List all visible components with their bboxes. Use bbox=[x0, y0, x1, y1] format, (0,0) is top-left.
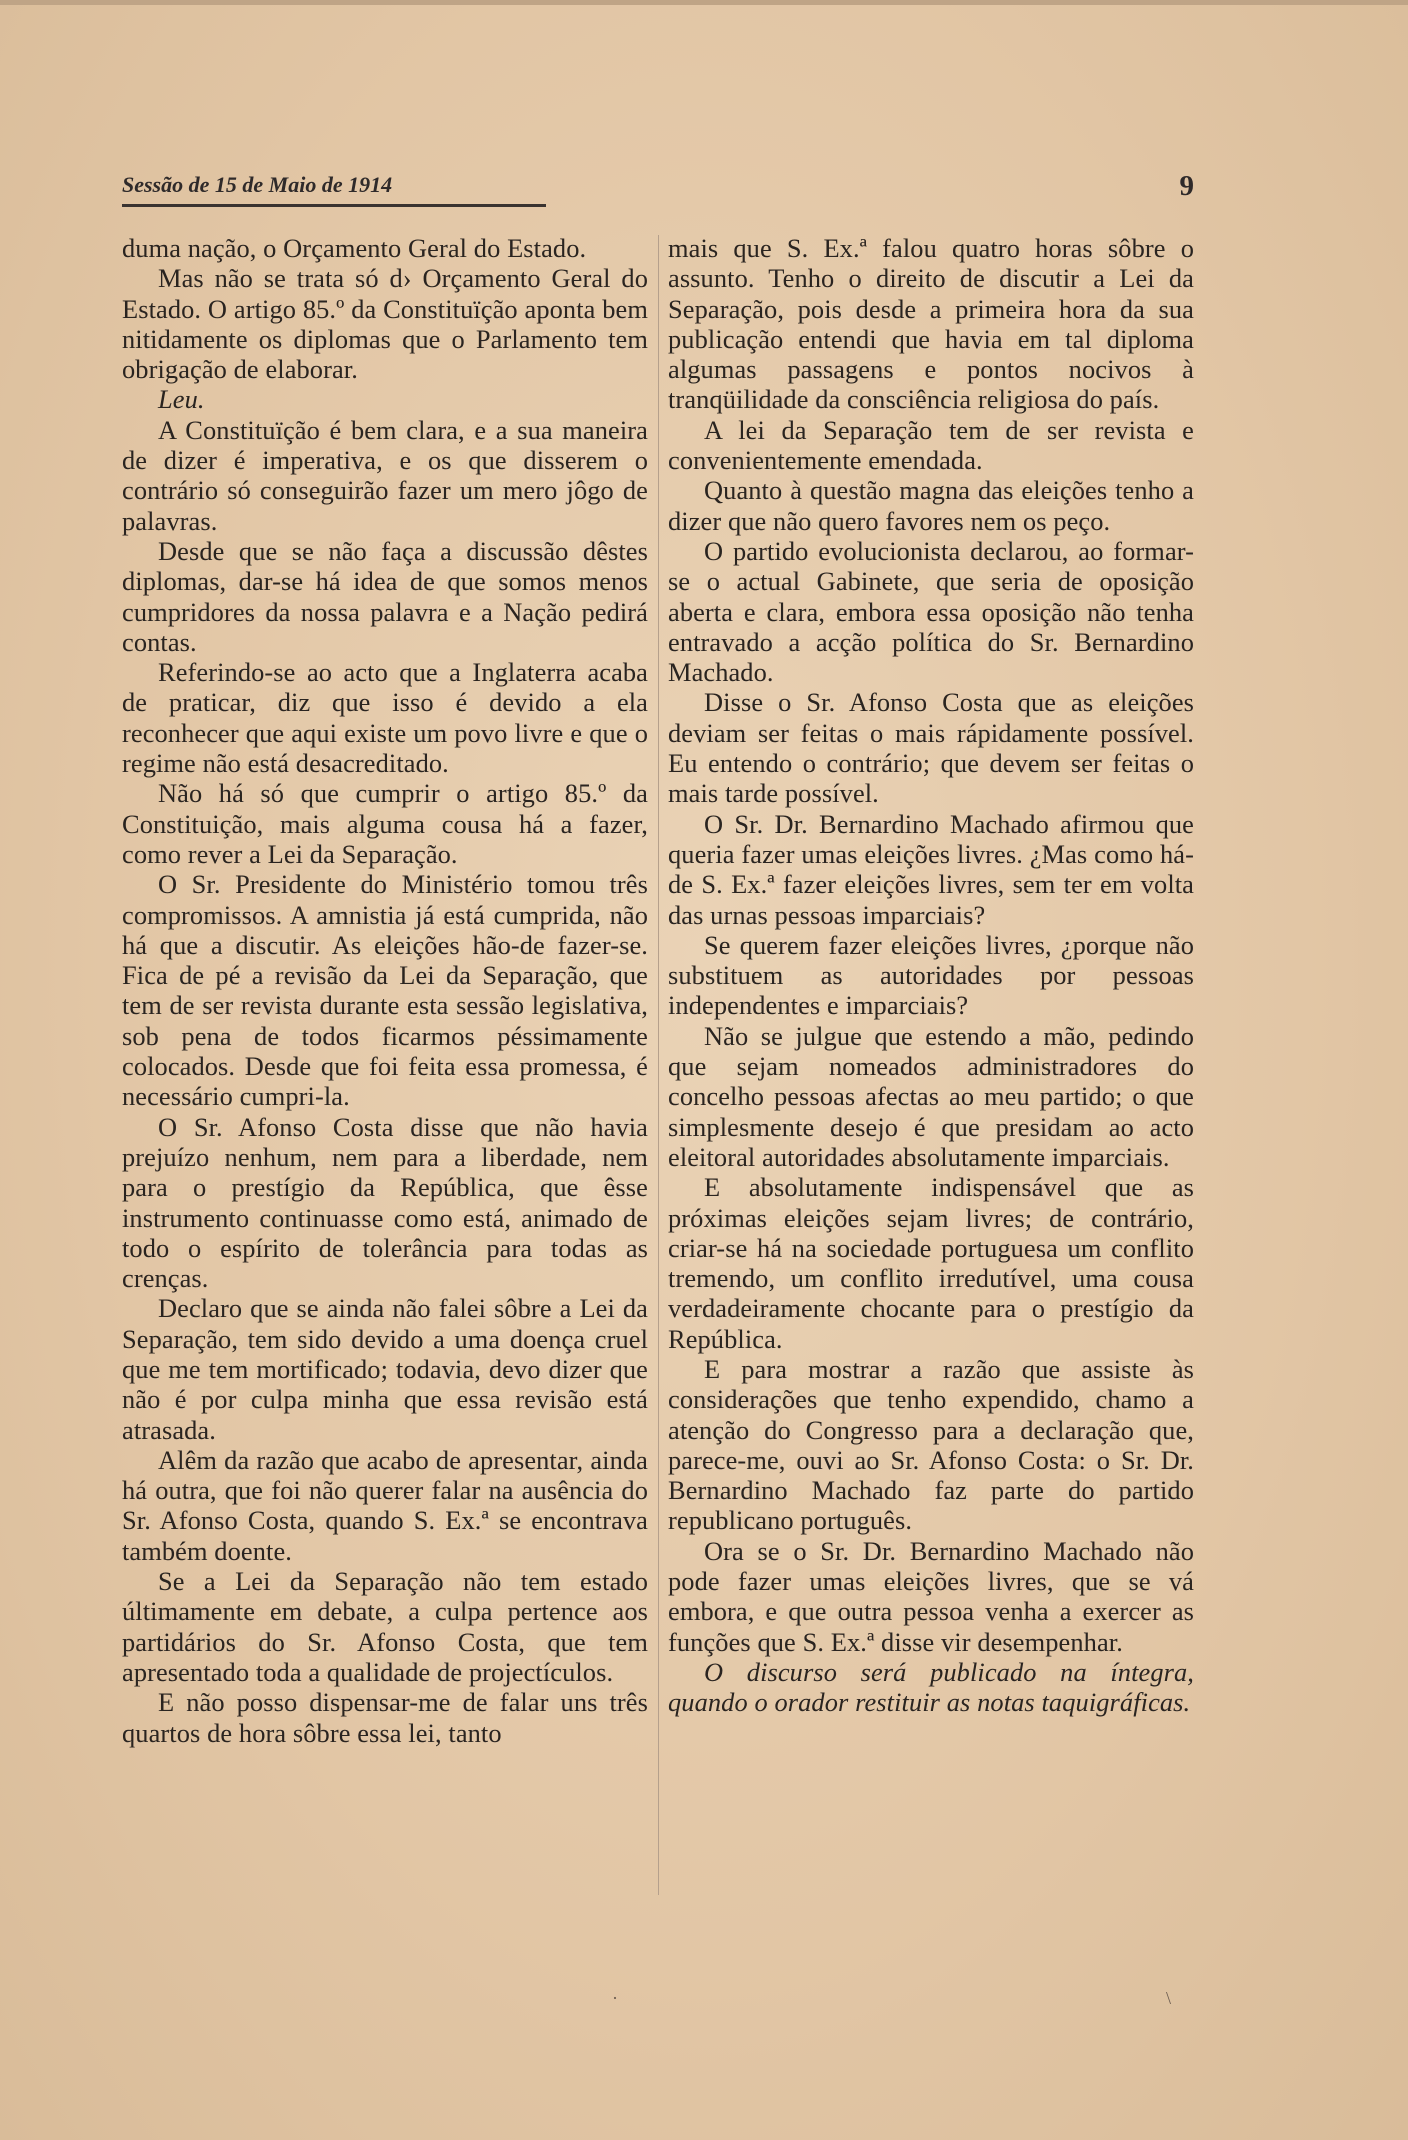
closing-note: O discurso será publicado na íntegra, quando o orador restituir as notas taquigráficas. bbox=[668, 1656, 1194, 1718]
page-number: 9 bbox=[1179, 170, 1194, 202]
paragraph: Disse o Sr. Afonso Costa que as eleições deviam ser feitas o mais rápidamente possível. Eu entendo o contrário; que devem ser feitas o mais tarde possível. bbox=[668, 687, 1194, 809]
paragraph: O partido evolucionista declarou, ao formar-se o actual Gabinete, que seria de oposição aberta e clara, embora essa oposição não tenha entravado a acção política do Sr. Bernardino Machado. bbox=[668, 535, 1194, 688]
paragraph: Não se julgue que estendo a mão, pedindo que sejam nomeados administradores do concelho pessoas afectas ao meu partido; o que simplesmente desejo é que presidam ao acto eleitoral autoridades absolutamente imparciais. bbox=[668, 1020, 1194, 1172]
left-column bbox=[122, 233, 648, 1748]
paragraph: O Sr. Presidente do Ministério tomou três compromissos. A amnistia já está cumprida, não há que a discutir. As eleições hão-de fazer-se. Fica de pé a revisão da Lei da Separação, que tem de ser revista durante esta sessão legislativa, sob pena de todos ficarmos péssimamente colocados. Desde que foi feita essa promessa, é necessário cumpri-la. bbox=[122, 869, 648, 1112]
stray-mark: · bbox=[612, 1988, 618, 2008]
paragraph: A Constituïção é bem clara, e a sua maneira de dizer é imperativa, e os que disserem o contrário só conseguirão fazer um mero jôgo de palavras. bbox=[122, 414, 648, 536]
paragraph: Se querem fazer eleições livres, ¿porque não substituem as autoridades por pessoas independentes e imparciais? bbox=[668, 929, 1194, 1021]
paragraph: E para mostrar a razão que assiste às considerações que tenho expendido, chamo a atenção do Congresso para a declaração que, parece-me, ouvi ao Sr. Afonso Costa: o Sr. Dr. Bernardino Machado faz parte do partido republicano português. bbox=[668, 1353, 1194, 1536]
paragraph: Desde que se não faça a discussão dêstes diplomas, dar-se há idea de que somos menos cumpridores da nossa palavra e a Nação pedirá contas. bbox=[122, 535, 648, 657]
page-header bbox=[122, 170, 1194, 206]
stray-mark: \ bbox=[1166, 1988, 1172, 2008]
paragraph: Não há só que cumprir o artigo 85.º da Constituição, mais alguma cousa há a fazer, como rever a Lei da Separação. bbox=[122, 778, 648, 869]
header-rule bbox=[122, 204, 546, 207]
paragraph: Se a Lei da Separação não tem estado últimamente em debate, a culpa pertence aos partidários do Sr. Afonso Costa, que tem apresentado toda a qualidade de projectículos. bbox=[122, 1566, 648, 1687]
paragraph: duma nação, o Orçamento Geral do Estado. bbox=[122, 233, 587, 263]
column-divider bbox=[658, 235, 659, 1895]
paragraph: Alêm da razão que acabo de apresentar, ainda há outra, que foi não querer falar na ausência do Sr. Afonso Costa, quando S. Ex.ª se encontrava também doente. bbox=[122, 1444, 648, 1566]
paragraph: A lei da Separação tem de ser revista e convenientemente emendada. bbox=[668, 414, 1194, 476]
page-top-edge bbox=[0, 0, 1408, 5]
paragraph: E não posso dispensar-me de falar uns três quartos de hora sôbre essa lei, tanto bbox=[122, 1687, 648, 1748]
right-column bbox=[668, 233, 1194, 1718]
session-title: Sessão de 15 de Maio de 1914 bbox=[122, 172, 393, 197]
paragraph: Quanto à questão magna das eleições tenho a dizer que não quero favores nem os peço. bbox=[668, 475, 1194, 536]
paragraph: Ora se o Sr. Dr. Bernardino Machado não pode fazer umas eleições livres, que se vá embora, e que outra pessoa venha a exercer as funções que S. Ex.ª disse vir desempenhar. bbox=[668, 1535, 1194, 1657]
paragraph: mais que S. Ex.ª falou quatro horas sôbre o assunto. Tenho o direito de discutir a Lei da Separação, pois desde a primeira hora da sua publicação entendi que havia em tal diploma algumas passagens e pontos nocivos à tranqüilidade da consciência religiosa do país. bbox=[668, 233, 1194, 415]
paragraph: Declaro que se ainda não falei sôbre a Lei da Separação, tem sido devido a uma doença cruel que me tem mortificado; todavia, devo dizer que não é por culpa minha que essa revisão está atrasada. bbox=[122, 1293, 648, 1445]
paragraph: E absolutamente indispensável que as próximas eleições sejam livres; de contrário, criar-se há na sociedade portuguesa um conflito tremendo, um conflito irredutível, uma cousa verdadeiramente chocante para o prestígio da República. bbox=[668, 1172, 1194, 1354]
paragraph: O Sr. Dr. Bernardino Machado afirmou que queria fazer umas eleições livres. ¿Mas como há-de S. Ex.ª fazer eleições livres, sem ter em volta das urnas pessoas imparciais? bbox=[668, 808, 1194, 930]
paragraph: Mas não se trata só d› Orçamento Geral do Estado. O artigo 85.º da Constituïção aponta bem nitidamente os diplomas que o Parlamento tem obrigação de elaborar. bbox=[122, 263, 648, 385]
paragraph: Leu. bbox=[158, 384, 205, 415]
paragraph: O Sr. Afonso Costa disse que não havia prejuízo nenhum, nem para a liberdade, nem para o prestígio da República, que êsse instrumento continuasse como está, animado de todo o espírito de tolerância para todas as crenças. bbox=[122, 1111, 648, 1294]
paragraph: Referindo-se ao acto que a Inglaterra acaba de praticar, diz que isso é devido a ela reconhecer que aqui existe um povo livre e que o regime não está desacreditado. bbox=[122, 657, 648, 779]
